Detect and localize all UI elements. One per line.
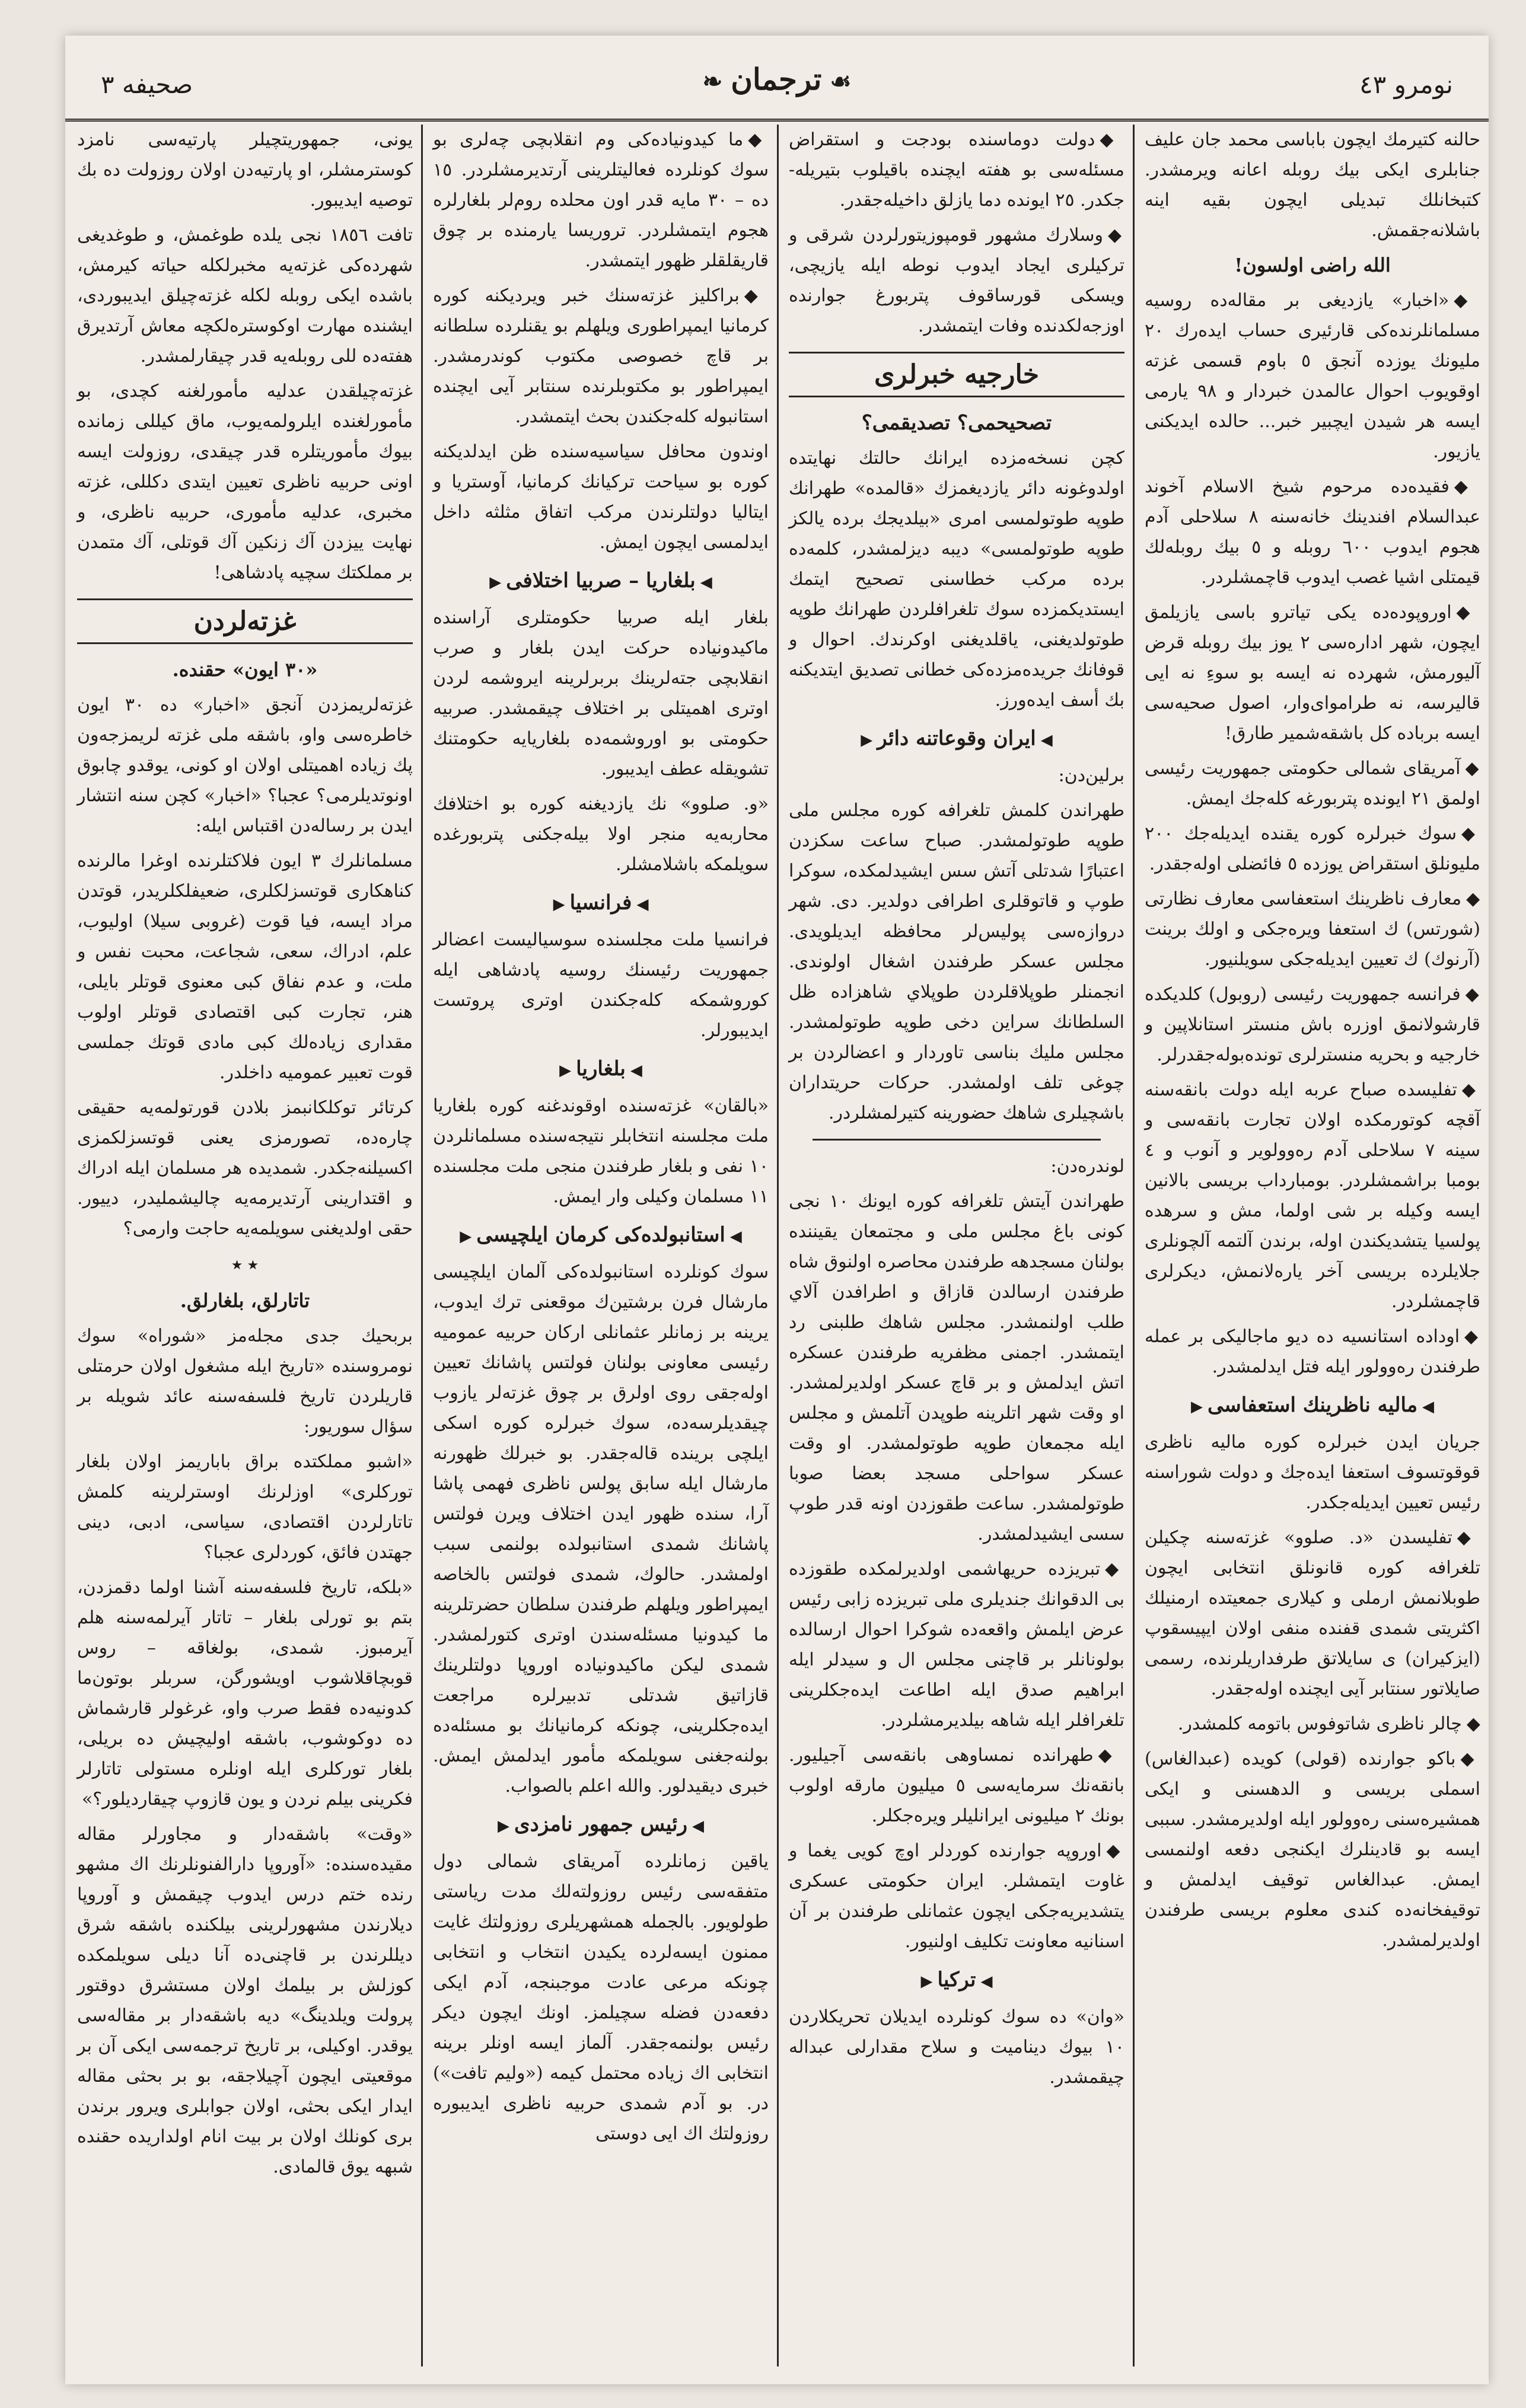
paragraph: غزته‌چيلقدن عدليه مأمورلغنه كچدى، بو مأمورلغنده ايلرولمه‌يوب، ماق كيللى زمانده بيوك مأموريتلره قدر چيقدى، روزولت ايسه اونى حربيه ناظرى تعيين ايتدى دكللى، غزته مخبرى، عدليه مأمورى، حربيه ناظرى، و نهايت ييزدن آك زنكين آك قوتلى، آك متمدن بر مملكتك سچيه پادشاهى!	[77, 381, 413, 583]
ornament-icon: ◀	[980, 1973, 993, 1990]
news-item	[1145, 1744, 1480, 1955]
news-item	[1145, 1075, 1480, 1317]
subheading-text: فرانسيا	[569, 891, 632, 915]
bullet-icon: ◆	[1100, 129, 1124, 150]
subheading	[433, 1810, 769, 1842]
section-heading-from-newspapers: غزته‌لردن	[77, 598, 413, 644]
paragraph: غزته‌لريمزدن آنجق «اخبار» ده ٣٠ ايون خاطره‌سى واو، باشقه ملى غزته لريمزجه‌ون پك زياده اهميتلى اولان او كونى، يوقدو چابوق اونوتديلرمى؟ عجبا؟ «اخبار» كچن سنه انتشار ايدن بر رساله‌دن اقتباس ايله:	[77, 695, 413, 836]
paragraph: «بلكه، تاريخ فلسفه‌سنه آشنا اولما دقمزدن، بتم بو تورلى بلغار – تاتار آيرلمه‌سنه هلم آيرمبوز. شمدى، بولغاقه – روس قوبچاقلاشوب اويشورگن، سربلر بوتون‌ما كدونيه‌ده فقط صرب واو، غرغولر قارشماش ده دوكوشوب، باشقه اوليچيش ده بريلى، بلغار توركلرى ايله اونلره مستولى تاتارلر فكرينى بيلم نردن و يون قازوپ چيقارديلور؟»	[77, 1577, 413, 1810]
issue-number: نومرو ٤٣	[1359, 70, 1453, 99]
news-item	[789, 125, 1124, 215]
subheading	[789, 1965, 1124, 1997]
news-text: آمريقاى شمالى حكومتى جمهوريت رئيسى اولمق ٢١ ايونده پتربورغه كله‌جك ايمش.	[1145, 758, 1480, 809]
page-number: صحيفه ٣	[101, 70, 193, 99]
paragraph: «و. صلوو» نك يازديغنه كوره بو اختلافك محاربه‌يه منجر اولا بيله‌جكنى پتربورغده سويلمكه باشلامشلر.	[433, 794, 769, 875]
subheading	[1145, 1390, 1480, 1422]
news-text: تفليسدن «د. صلوو» غزته‌سنه چكيلن تلغرافه كوره قانونلق انتخابى ايچون طوبلانمش ارملى و كيلارى جمعيتده ارمنيلك اكثريتى شمدى قفنده منفى اولان ايپيسقوپ (ايزكيران) ى سايلاتق طرفداريلرنده، رسمى صايلاتور سنتابر آيى ايچنده اوله‌جقدر.	[1145, 1527, 1480, 1699]
dateline: لوندره‌دن:	[1050, 1156, 1124, 1177]
bullet-icon: ◆	[1106, 1840, 1124, 1861]
news-item	[789, 1740, 1124, 1831]
subheading-text: رئيس جمهور نامزدى	[514, 1813, 688, 1836]
ornament-icon: ▶	[497, 1817, 509, 1835]
ornament-icon: ◀	[729, 1228, 742, 1246]
news-text: تفليسده صباح عربه ايله دولت بانقه‌سنه آقچه كوتورمكده اولان تجارت بانقه‌سى و سينه ٧ سلاحلى آدم رەوولوير و آنوب و ٤ بومبا براشمشلردر. بومبارداب بريسى بالانين ايسه وكيله بر شى اولما، مش و سرهده پولسيا يتشديكندن اوله، برندن آلتمه آلچونلرى جلايلرده بريسى آخر يارەلانمش، ديكرلرى قاچمشلردر.	[1145, 1079, 1480, 1312]
subheading-text: استانبولده‌كى كرمان ايلچيسى	[476, 1223, 725, 1247]
paragraph: بربحيك جدى مجله‌مز «شوراه» سوك نومروسنده «تاريخ ايله مشغول اولان حرمتلى قاريلردن تاريخ فلسفه‌سنه عائد شويله بر سؤال سوريور:	[77, 1326, 413, 1437]
news-item	[789, 220, 1124, 341]
page-header	[65, 53, 1489, 122]
bullet-icon: ◆	[1465, 758, 1481, 779]
news-item	[433, 281, 769, 432]
subheading-text: تصحيحمى؟ تصديقمى؟	[861, 411, 1052, 435]
paragraph: جريان ايدن خبرلره كوره ماليه ناظرى قوقوتسوف استعفا ايدەجك و دولت شوراسنه رئيس تعيين ايديله‌جكدر.	[1145, 1432, 1480, 1513]
news-text: باكو جوارنده (قولى) كويده (عبدالغاس) اسملى بريسى و الدهسنى و ايكى همشيره‌سنى ره‌وولور ايله اولديرمشدر. سببى ايسه بو قادينلرك ايكنجى دفعه اولنمسى ايمش. عبدالغاس توقيف ايدلمش و توقيفخانه‌ده كندى معلوم بريسى طرفندن اولديرلمشدر.	[1145, 1748, 1480, 1951]
news-text: فرانسه جمهوريت رئيسى (روبول) كلديكده قارشولانمق اوزره باش منستر استانلاپين و خارجيه و بحريه منسترلرى تونده‌بوله‌جقدرلر.	[1145, 984, 1480, 1065]
news-text: اوداده استانسيه ده ديو ماجاليكى بر عمله طرفندن رەوولور ايله فتل ايدلمشدر.	[1145, 1326, 1480, 1377]
news-item	[1145, 472, 1480, 593]
subheading	[789, 408, 1124, 438]
ornament-icon: ☙	[830, 68, 852, 95]
paragraph: كچن نسخه‌مزده ايرانك حالتك نهايتده اولدوغونه دائر يازديغمزك «قالمده» طهرانك طوپه طوتولمسى امرى «بيلديجك برده يالكز طوپه طوتولمسى» ديبه ديزلمشدر، كلمه‌ده برده مركب خطاسنى تصحيح ايتمك ايستديكمزده سوك تلغرافلردن طهرانك طوپه طوتولديغنى، ياقلديغنى اوكرندك. احوال و قوفانك جريده‌مزده‌كى خطانى تصديق ايتديكنه بك أسف ايدەورز.	[789, 448, 1124, 711]
news-text: اوروپه جوارنده كوردلر اوچ كويى يغما و غاوت ايتمشلر. ايران حكومتى عسكرى يتشديريه‌جكى ايچون عثمانلى طرفندن بر آن اسنانيه معاونت تكليف اولنيور.	[789, 1840, 1124, 1952]
separator-dots: ٭ ٭	[232, 1254, 258, 1275]
section-heading-foreign-news: خارجيه خبرلرى	[789, 352, 1124, 397]
paragraph: بلغار ايله صربيا حكومتلرى آراسنده ماكيدونياده حركت ايدن بلغار و صرب انقلابچى جتەلرينك بربرلرينه ايروشمه لردن اوترى اهميتلى بر اختلاف چيقمشدر. صربيه حكومتى بو اوروشمه‌ده بلغاريايه حكومتنك تشويقله عطف ايديبور.	[433, 607, 769, 779]
ornament-icon: ▶	[553, 896, 565, 913]
ornament-icon: ◀	[1422, 1398, 1435, 1416]
subheading	[789, 724, 1124, 756]
bullet-icon: ◆	[1461, 1079, 1481, 1100]
news-item	[1145, 1709, 1480, 1739]
ornament-icon: ◀	[1040, 731, 1053, 749]
ornament-icon: ▶	[920, 1973, 933, 1990]
news-item	[1145, 818, 1480, 879]
news-text: معارف ناظرينك استعفاسى معارف نظارتى (شورتس) ك استعفا ويره‌جكى و اولك برينت (آرنوك) ك تعيين ايديله‌جكى سويلنيور.	[1145, 888, 1480, 970]
news-item	[1145, 753, 1480, 814]
news-text: تبريزده حريهاشمى اولديرلمكده طقوزده بى الدقوانك جنديلرى ملى تبريزده زابى رئيس عرض ايلمش واقعه‌ده شوكرا احوال ارسالده بولونانلر بر قاچنى مجلس ال و سيدلر ايله ابراهيم صدق ايله اطاعت ايده‌جكلرينى تلغرافلر ايله شاهه بيلديرمشلردر.	[789, 1559, 1124, 1731]
news-item	[1145, 884, 1480, 974]
paragraph: مسلمانلرك ٣ ايون فلاكتلرنده اوغرا مالرنده كناهكارى قوتسزلكلرى، ضعيفلكلريدر، قوتدن مراد ايسه، فيا قوت (غروبى سيلا) اوليوب، علم، ادراك، سعى، شجاعت، محبت نفس و ملت، و عدم نفاق كبى معنوى قوتلر بايلى، هنر، تجارت كبى اقتصادى قوتلر اولوب مقدارى زياده‌لك كبى مادى قوتك جملسى قوت تعبير عموميه داخلدر.	[77, 851, 413, 1083]
ornament-icon: ◀	[630, 1062, 642, 1079]
paragraph: «وان» ده سوك كونلرده ايديلان تحريكلاردن ١٠ بيوك ديناميت و سلاح مقدارلى عبداله چيقمشدر.	[789, 2006, 1124, 2088]
subheading-text: تركيا	[937, 1968, 976, 1992]
news-item	[789, 1554, 1124, 1735]
bullet-icon: ◆	[1466, 888, 1480, 909]
news-item	[789, 1836, 1124, 1957]
article-title: تاتارلق، بلغارلق.	[180, 1289, 310, 1312]
news-text: «اخبار» يازديغى بر مقاله‌ده روسيه مسلمانلرنده‌كى قارئيرى حساب ايدەرك ٢٠ مليونك يوزده آنجق ٥ باوم قسمى غزته اوقويوب احوال عالمدن خبردار و ٩٨ يارمى ايسه هر شيدن ايچبير خبر... حالده ايديكنى يازيور.	[1145, 290, 1480, 462]
subheading	[433, 888, 769, 920]
bullet-icon: ◆	[1464, 1326, 1480, 1347]
subheading-text: بلغاريا	[576, 1057, 626, 1081]
masthead-title: ترجمان	[731, 62, 822, 97]
paragraph: حالنه كتيرمك ايچون باباسى محمد جان عليف جنابلرى ايكى بيك روبله اعانه ويرمشدر. كتبخانلك تبديلى ايچون بقيه اينه باشلانه‌جقمش.	[1145, 129, 1480, 241]
ornament-icon: ◀	[692, 1817, 705, 1835]
column-2	[780, 125, 1133, 2366]
subheading-text: ماليه ناظرينك استعفاسى	[1207, 1393, 1418, 1417]
subheading	[433, 566, 769, 598]
bullet-icon: ◆	[1098, 1745, 1124, 1766]
news-text: دولت دوماسنده بودجت و استقراض مسئله‌سى بو هفته ايچنده باقيلوب بتيريله-جكدر. ٢٥ ايونده دما يازلق داخيله‌جقدر.	[789, 129, 1124, 211]
bullet-icon: ◆	[1465, 984, 1480, 1005]
subheading	[433, 1054, 769, 1086]
dateline: برلين‌دن:	[1058, 765, 1124, 786]
ornament-icon: ▶	[559, 1062, 572, 1079]
paragraph: فرانسيا ملت مجلسنده سوسياليست اعضالر جمهوريت رئيسنك روسيه پادشاهى ايله كوروشمكه كله‌جكندن اوترى پروتست ايديبورلر.	[433, 929, 769, 1041]
newspaper-page	[65, 36, 1489, 2384]
column-rule	[1133, 125, 1135, 2366]
news-text: سوك خبرلره كوره يقنده ايديله‌جك ٢٠٠ مليونلق استقراض يوزده ٥ فائضلى اوله‌جقدر.	[1145, 823, 1480, 874]
subheading-text: ايران وقوعاتنه دائر	[877, 727, 1036, 750]
news-item	[1145, 1522, 1480, 1704]
bullet-icon: ◆	[1466, 1713, 1480, 1734]
ornament-icon: ▶	[1190, 1398, 1203, 1416]
paragraph: طهراندن كلمش تلغرافه كوره مجلس ملى طوپه طوتولمشدر. صباح ساعت سكزدن اعتبارًا شدتلى آتش سس ايشيدلمكده، سوكرا طوپ و قاتوقلرى اطرافى دولدير. دى. شهر دروازه‌سى پوليس‌لر محافظه ايديلويدى. مجلس عسكر طرفندن اشغال اولوندى. انجمنلر طوپلاقلردن طوپلاي شاهزاده ظل السلطانك سراين دخى طوپه طوتولمشدر. مجلس مليك بناسى تاوردار و اعضالردن بر چوغى تلف اولمشدر. حركات حريتداران باشچيلرى شاهك حضورينه كتيرلمشلردر.	[789, 800, 1124, 1123]
column-rule	[421, 125, 423, 2366]
news-text: فقيده‌ده مرحوم شيخ الاسلام آخوند عبدالسلام افندينك خانه‌سنه ٨ سلاحلى آدم هجوم ايدوب ٦٠٠ روبله و ٥ بيك روبله‌لك قيمتلى اشيا غصب ايدوب قاچمشلردر.	[1145, 476, 1481, 588]
paragraph: اوندون محافل سياسيه‌سنده ظن ايدلديكنه كوره بو سياحت تركيانك كرمانيا، آوستريا و ايتاليا دولتلرندن مركب اتفاق مثلثه داخل ايدلمسى ايچون ايمش.	[433, 441, 769, 553]
ornament-icon: ▶	[861, 731, 873, 749]
paragraph: «وقت» باشقه‌دار و مجاورلر مقاله مقيده‌سنده: «آوروپا دارالفنونلرنك اك مشهو رنده ختم درس ايدوب چيقمش و آوروپا ديلارندن مشهورلرينى بيلكنده باشقه شرق ديللرندن بر قاچنى‌ده آنا ديلى سويلمكده كوزلش بر بيلمك اولان مستشرق دوقتور پرولت ويلدينگ» ديه باشقه‌دار بر مقاله‌سى يوقدر. اوكيلى، بر تاريخ ترجمه‌سى ايكى آن بر موقعيتى ايچون آچيلاجقه، بو بر بحثى مقاله ايدار ايكى بحثى، اولان جوابلرى ويرور برندن برى كونلك اولان بر بيت انام اولداريده حقنده شبهه يوق قالمادى.	[77, 1824, 413, 2177]
subheading-text: بلغاريا – صربيا اختلافى	[506, 569, 696, 593]
bullet-icon: ◆	[1454, 476, 1480, 497]
paragraph: طهراندن آيتش تلغرافه كوره ايونك ١٠ نجى كونى باغ مجلس ملى و مجتمعان يقيننده بولنان مسجدهه طرفندن محاصره اولنوق شاه طرفندن ارسالدن قازاق و اطرافدن آلاي طلب اولنمشدر. مجلس شاهك طلبنى رد ايتمشدر. اجمنى مظفريه طرفندن عسكره اتش ايدلمش و بر قاچ عسكر اولديرلمشدر. او وقت شهر اتلرينه طوپدن آتلمش و مجلس ايله مجمعان طوپه طوتولمشدر. او وقت عسكر سواحلى مسجد بعضا صوبا طوتولمشدر. ساعت طقوزدن اونه قدر طوپ سسى ايشيدلمشدر.	[789, 1191, 1124, 1544]
news-text: اوروپوده‌ده يكى تياترو باسى يازيلمق ايچون، شهر اداره‌سى ٢ يوز بيك روبله قرض آليورمش، شهرده نه ايسه بو سوءِ نه ايى قاليرسه، نه طرامواى‌وار، اصول صحيه‌سى ايسه برباده كل باشقه‌شمير طارق!	[1145, 602, 1481, 744]
column-4	[69, 125, 421, 2366]
news-item	[1145, 597, 1480, 748]
news-text: طهرانده نمساوهى بانقه‌سى آجيليور. بانقه‌نك سرمايه‌سى ٥ ميليون مارقه اولوب بونك ٢ ميليونى ايرانليلر ويره‌جكلر.	[789, 1745, 1125, 1826]
ornament-icon: ◀	[636, 896, 649, 913]
divider	[813, 1139, 1101, 1141]
news-item	[1145, 285, 1480, 467]
bullet-icon: ◆	[748, 129, 769, 150]
paragraph-exclamation: الله راضى اولسون!	[1234, 254, 1391, 276]
ornament-icon: ▶	[460, 1228, 472, 1246]
bullet-icon: ◆	[1457, 1527, 1480, 1548]
bullet-icon: ◆	[744, 285, 769, 306]
article-title: «٣٠ ايون» حقنده.	[172, 658, 318, 681]
bullet-icon: ◆	[1461, 823, 1480, 844]
news-item	[1145, 1321, 1480, 1382]
ornament-icon: ◀	[700, 574, 712, 591]
subheading	[433, 1220, 769, 1252]
news-text: ما كيدونياده‌كى وم انقلابچى چه‌لرى بو سوك كونلرده فعاليتلرينى آرتديرمشلردر. ١٥ ده – ٣٠ مايه قدر اون محلده روم‌لر بلغارلره هجوم ايتمشلردر. تروريسا يارمنده بر چوق قاريقلقلر ظهور ايتمشدر.	[433, 129, 769, 271]
column-1	[1136, 125, 1489, 2366]
paragraph: «اشبو مملكتده براق باباريمز اولان بلغار توركلرى» اوزلرنك اوسترلرينه كلمش تاتارلردن اقتصادى، سياسى، ادبى، دينى جهتدن فائق، كوردلرى عجبا؟	[77, 1451, 413, 1563]
paragraph: سوك كونلرده استانبولده‌كى آلمان ايلچيسى مارشال فرن برشتين‌ك موقعنى ترك ايدوب، يرينه بر زمانلر عثمانلى اركان حربيه عموميه رئيسى معاونى بولنان فولتس پاشانك تعيين اوله‌جقى روى اولرق بر چوق غزته‌لر يازوب چيقديلرسه‌ده، سوك خبرلره كوره اسكى ايلچى برينده قاله‌جقدر. بو خبرلك ظهورنه مارشال ايله سابق پولس ناظرى فهمى پاشا آرا، سنده ظهور ايدن اختلاف ويرن فولتس پاشانك شمدى استانبولده بولنمى سبب اولمشدر. حالوك، شمدى فولتس بالخاصه ايمپراطور ويلهلم طرفندن سلطان حضرتلرينه ما كيدونيا مسئله‌سندن اوترى كتورلمشدر. شمدى ليكن ماكيدونياده اوروپا دولتلرينك قازاتيق شدتلى تدبيرلره مراجعت ايده‌جكلرينى، چونكه كرمانيانك بو مسئله‌ده بولنه‌جغنى سويلمكه مأمور ايدلمش ايمش. خبرى ديقيدلور. والله اعلم بالصواب.	[433, 1262, 769, 1797]
news-text: وسلارك مشهور قومپوزيتورلردن شرقى و تركيلرى ايجاد ايدوب نوطه ايله يازيچى، ويسكى قورساقوف پتربورغ جوارنده اوزجه‌لكدنده وفات ايتمشدر.	[789, 225, 1124, 336]
news-text: براكليز غزته‌سنك خبر ويرديكنه كوره كرمانيا ايمپراطورى ويلهلم بو يقنلرده سلطانه بر قاچ خصوصى مكتوب كوندرمشدر. ايمپراطور بو مكتوبلرنده سنتابر آيى ايچنده استانبوله كله‌جكندن بحث ايتمشدر.	[433, 285, 769, 427]
bullet-icon: ◆	[1456, 602, 1480, 623]
bullet-icon: ◆	[1108, 225, 1124, 246]
paragraph: كرتائر توكلكانبمز بلادن قورتولمه‌يه حقيقى چاره‌ده، تصورمزى يعنى قوتسزلكمزى اكسيلنه‌جكدر. شمديده هر مسلمان ايله ادراك و اقتدارينى آرتديرمه‌يه چاليشمليدر، دييور. حقى اولديغنى سويلمه‌يه حاجت وارمى؟	[77, 1097, 413, 1239]
news-item	[433, 125, 769, 276]
masthead	[658, 62, 896, 97]
paragraph: يونى، جمهوريتچيلر پارتيه‌سى نامزد كوسترمشلر، او پارتيه‌دن اولان روزولت ده بك توصيه ايديبور.	[77, 129, 413, 211]
news-item	[1145, 979, 1480, 1070]
column-3	[425, 125, 777, 2366]
ornament-icon: ❧	[702, 68, 723, 95]
paragraph: تافت ١٨٥٦ نجى يلده طوغمش، و طوغديغى شهرده‌كى غزته‌يه مخبرلكله حياته كيرمش، باشده ايكى روبله لكله غزته‌چيلق ايديبوردى، ايشنده مهارت اوكوسترەلكچه معاش آرتديرق هفته‌ده للى روبله‌يه قدر چيقارلمشدر.	[77, 225, 413, 367]
paragraph: «بالقان» غزته‌سنده اوقوندغنه كوره بلغاريا ملت مجلسنه انتخابلر نتيجه‌سنده مسلمانلردن ١٠ نفى و بلغار طرفندن منجى ملت مجلسنده ١١ مسلمان وكيلى وار ايمش.	[433, 1095, 769, 1207]
column-rule	[777, 125, 779, 2366]
ornament-icon: ▶	[489, 574, 502, 591]
news-text: چالر ناظرى شاتوفوس باتومه كلمشدر.	[1177, 1713, 1462, 1734]
bullet-icon: ◆	[1460, 1748, 1480, 1769]
bullet-icon: ◆	[1454, 290, 1480, 311]
bullet-icon: ◆	[1105, 1559, 1124, 1579]
paragraph: ياقين زمانلرده آمريقاى شمالى دول متفقه‌سى رئيس روزولته‌لك مدت رياستى طولويور. بالجمله همشهريلرى روزولتك غايت ممنون ايسه‌لرده يكيدن انتخاب و انتخابى چونكه مرعى عادت موجبنجه، آدم ايكى دفعه‌دن فضله سچيلمز. اونك ايچون ديكر رئيس بولنمه‌جقدر. آلماز ايسه اونلر برينه انتخابى اك زياده محتمل كيمه («وليم تافت») در. بو آدم شمدى حربيه ناظرى ايديبوره روزولتك اك ايى دوستى	[433, 1851, 769, 2144]
